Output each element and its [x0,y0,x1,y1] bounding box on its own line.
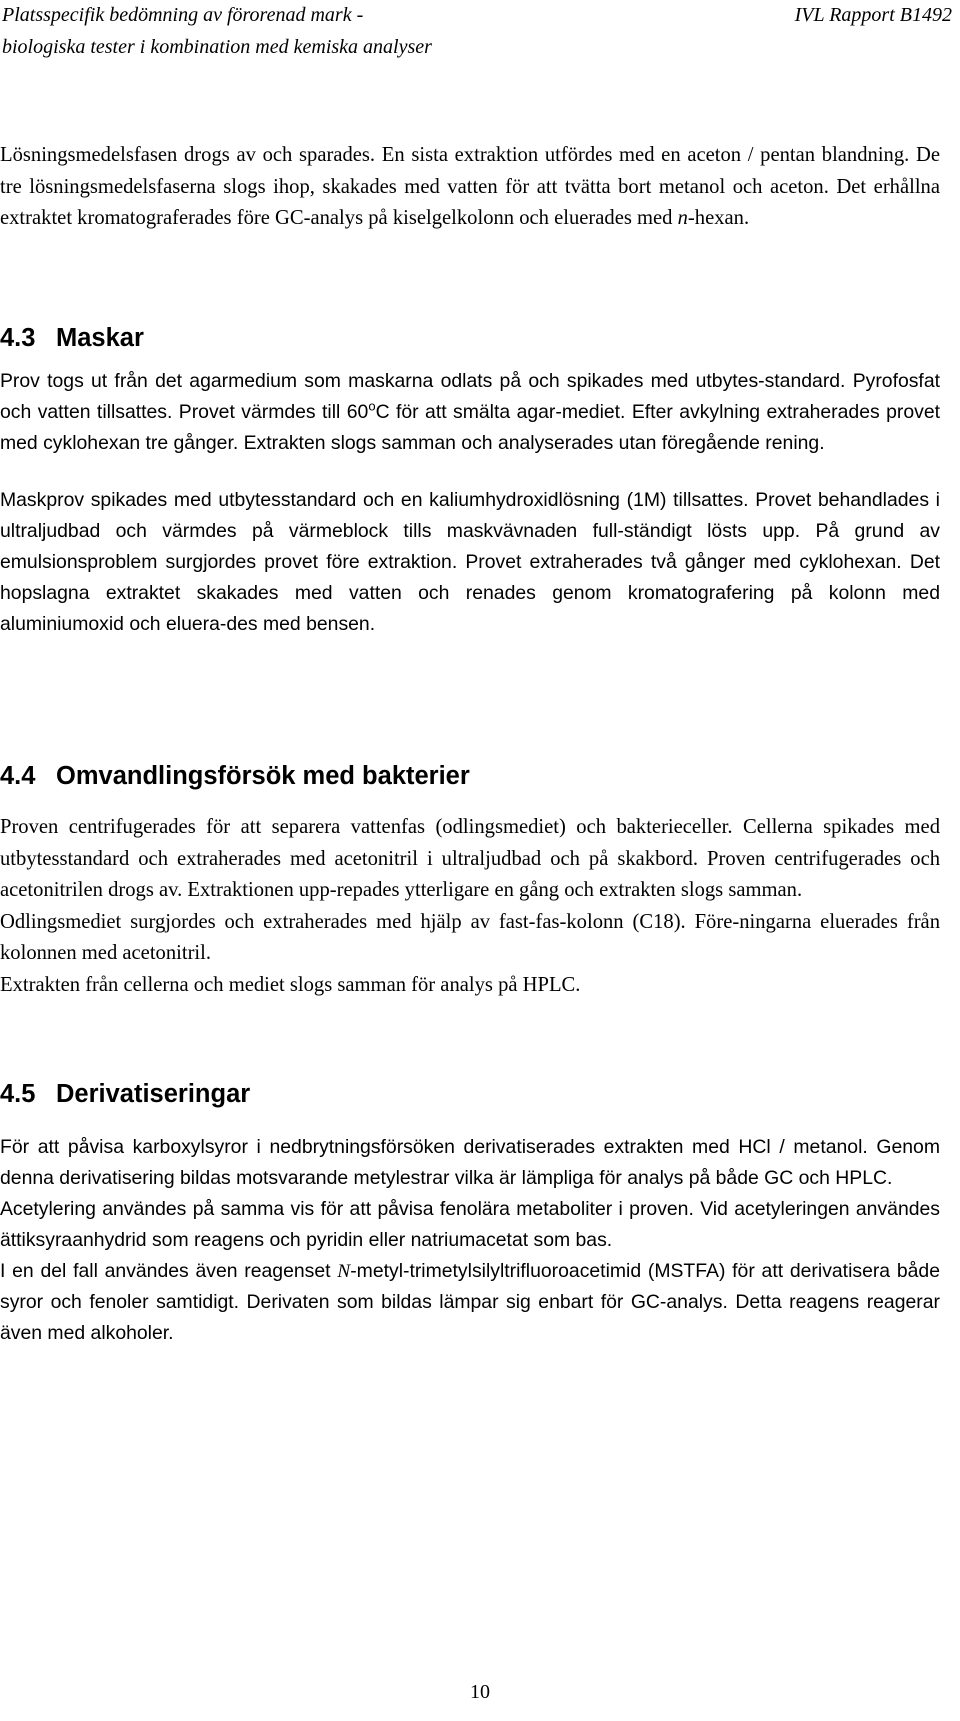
intro-paragraph [0,140,940,235]
paragraph: Extrakten från cellerna och mediet slogs samman för analys på HPLC. [0,973,581,996]
page-number: 10 [470,1681,490,1703]
paragraph [0,366,940,459]
paragraph-text: C för att smälta agar-mediet. Efter avkylning extraherades provet med cyklohexan tre gånger. Extrakten slogs samman och analyserades utan föregående rening. [0,401,940,454]
section-number: 4.4 [0,762,36,790]
section-title: Derivatiseringar [56,1080,251,1108]
intro-paragraph-block [0,140,940,235]
running-header [0,2,960,72]
paragraph: Maskprov spikades med utbytesstandard och en kaliumhydroxidlösning (1M) tillsattes. Provet behandlades i ultraljudbad och värmdes på värmeblock tills maskvävnaden full-ständigt lösts upp. På grund av emulsionsproblem surgjordes provet före extraktion. Provet extraherades två gånger med cyklohexan. Det hopslagna extraktet skakades med vatten och renades genom kromatografering på kolonn med aluminiumoxid och eluera-des med bensen. [0,489,940,635]
paragraph: Proven centrifugerades för att separera vattenfas (odlingsmediet) och bakterieceller. Cellerna spikades med utbytesstandard och extraherades med acetonitril i ultraljudbad och på skakbord. Proven centrifugerades och acetonitrilen drogs av. Extraktionen upp-repades ytterligare en gång och extrakten slogs samman. [0,816,940,901]
paragraph-text: Prov togs ut från det agarmedium som maskarna odlats på och spikades med utbytes-standard. Pyrofosfat och vatten tillsattes. Provet värmdes till 60 [0,370,940,423]
section-4-5-body [0,1132,940,1349]
section-title: Maskar [56,324,144,352]
intro-text-end: -hexan. [687,207,750,229]
section-heading-4-5 [0,1078,250,1110]
section-heading-4-3 [0,322,144,354]
italic-letter: N [337,1261,351,1282]
paragraph-text: I en del fall användes även reagenset [0,1260,338,1282]
intro-text: Lösningsmedelsfasen drogs av och sparades. En sista extraktion utfördes med en aceton / pentan blandning. De tre lösningsmedelsfaserna slogs ihop, skakades med vatten för att tvätta bort metanol och aceton. Det erhållna extraktet kromatograferades före GC-analys på kiselgelkolonn och eluerades med [0,144,940,229]
superscript: o [368,398,376,414]
intro-italic: n [677,207,688,229]
paragraph [0,1256,940,1349]
section-number: 4.3 [0,324,36,352]
header-report-id: IVL Rapport B1492 [794,4,952,26]
section-4-3-body [0,366,940,640]
section-heading-4-4 [0,760,470,792]
paragraph: Acetylering användes på samma vis för att påvisa fenolära metaboliter i proven. Vid acetyleringen användes ättiksyraanhydrid som reagens och pyridin eller natriumacetat som bas. [0,1198,940,1251]
section-title: Omvandlingsförsök med bakterier [56,762,470,790]
paragraph: Odlingsmediet surgjordes och extraherades med hjälp av fast-fas-kolonn (C18). Före-ningarna eluerades från kolonnen med acetonitril. [0,910,940,964]
header-title-line-1: Platsspecifik bedömning av förorenad mark - [2,4,364,26]
header-title [2,0,602,63]
section-number: 4.5 [0,1080,36,1108]
header-title-line-2: biologiska tester i kombination med kemiska analyser [2,36,432,58]
section-4-4-body [0,812,940,1001]
paragraph: För att påvisa karboxylsyror i nedbrytningsförsöken derivatiserades extrakten med HCl / metanol. Genom denna derivatisering bildas motsvarande metylestrar vilka är lämpliga för analys på både GC och HPLC. [0,1136,940,1189]
paragraph-text: -metyl-trimetylsilyltrifluoroacetimid (MSTFA) för att derivatisera både syror och fenoler samtidigt. Derivaten som bildas lämpar sig enbart för GC-analys. Detta reagens reagerar även med alkoholer. [0,1260,940,1344]
